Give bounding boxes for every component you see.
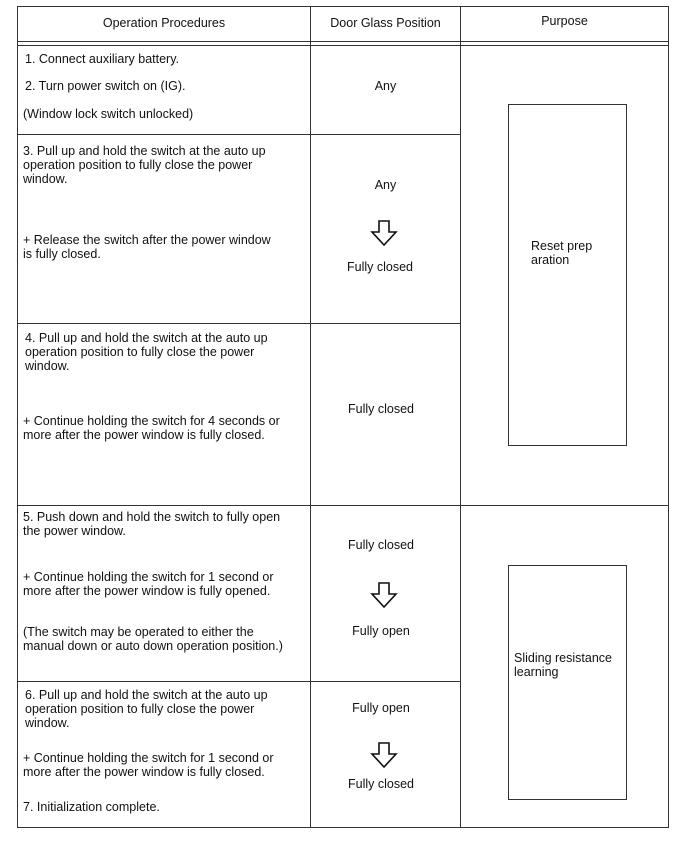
door-position-label: Any — [374, 79, 397, 93]
step-line: more after the power window is fully closed. — [23, 428, 265, 442]
step-line: more after the power window is fully closed. — [23, 765, 265, 779]
step-line: operation position to fully close the power — [25, 345, 255, 359]
door-position-label: Fully closed — [348, 777, 414, 791]
step-line: + Release the switch after the power window — [23, 233, 271, 247]
table-border-bottom — [17, 827, 669, 828]
door-position-label: Fully closed — [347, 260, 413, 274]
purpose-box-reset-preparation — [508, 104, 627, 446]
table-border-top — [17, 6, 669, 7]
step-line: (Window lock switch unlocked) — [23, 107, 194, 121]
step-line: (The switch may be operated to either the — [23, 625, 254, 639]
step-line: 6. Pull up and hold the switch at the auto up — [25, 688, 268, 702]
header-purpose: Purpose — [541, 14, 588, 28]
step-line: 5. Push down and hold the switch to fully open — [23, 510, 281, 524]
purpose-label: aration — [531, 253, 570, 267]
purpose-box-sliding-resistance-learning — [508, 565, 627, 800]
column-divider-2 — [460, 6, 461, 828]
down-arrow-icon — [370, 220, 398, 246]
table-border-left — [17, 6, 18, 828]
door-position-label: Fully closed — [348, 538, 414, 552]
step-line: the power window. — [23, 524, 126, 538]
step-line: + Continue holding the switch for 1 second or — [23, 570, 274, 584]
purpose-label: Reset prep — [531, 239, 593, 253]
step-line: manual down or auto down operation position.) — [23, 639, 283, 653]
step-line: more after the power window is fully opened. — [23, 584, 271, 598]
header-border-bottom-2 — [17, 45, 669, 46]
step-line: window. — [25, 359, 70, 373]
header-door-glass-position: Door Glass Position — [330, 16, 441, 30]
header-operation-procedures: Operation Procedures — [102, 16, 226, 30]
row-divider-3 — [17, 505, 669, 506]
purpose-label: learning — [514, 665, 559, 679]
door-position-label: Fully open — [352, 624, 410, 638]
door-position-label: Fully closed — [348, 402, 414, 416]
down-arrow-icon — [370, 582, 398, 608]
step-line: window. — [25, 716, 70, 730]
door-position-label: Fully open — [352, 701, 410, 715]
down-arrow-icon — [370, 742, 398, 768]
row-divider-1 — [17, 134, 461, 135]
header-border-bottom-1 — [17, 41, 669, 42]
step-line: is fully closed. — [23, 247, 101, 261]
step-line: + Continue holding the switch for 4 seconds or — [23, 414, 280, 428]
step-line: operation position to fully close the power — [23, 158, 253, 172]
step-line: 4. Pull up and hold the switch at the auto up — [25, 331, 268, 345]
row-divider-2 — [17, 323, 461, 324]
table-border-right — [668, 6, 669, 828]
step-line: + Continue holding the switch for 1 second or — [23, 751, 274, 765]
row-divider-4 — [17, 681, 461, 682]
door-position-label: Any — [374, 178, 397, 192]
step-line: operation position to fully close the power — [25, 702, 255, 716]
step-line: 1. Connect auxiliary battery. — [25, 52, 180, 66]
step-line: 3. Pull up and hold the switch at the auto up — [23, 144, 266, 158]
step-line: window. — [23, 172, 68, 186]
step-line: 2. Turn power switch on (IG). — [25, 79, 186, 93]
step-line: 7. Initialization complete. — [23, 800, 160, 814]
purpose-label: Sliding resistance — [514, 651, 612, 665]
